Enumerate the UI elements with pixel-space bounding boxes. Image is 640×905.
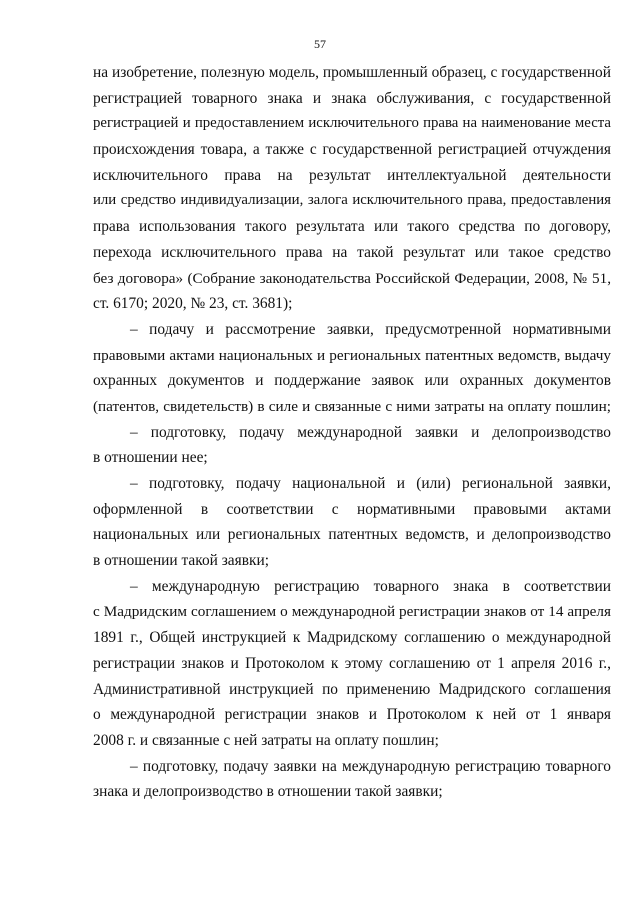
text-line: в отношении такой заявки; [93, 552, 269, 570]
text-line: права использования такого результата или такого средства по договору, [93, 218, 611, 236]
text-line: Административной инструкцией по применению Мадридского соглашения [93, 680, 611, 698]
text-line: происхождения товара, а также с государственной регистрацией отчуждения [93, 141, 611, 159]
text-line: с Мадридским соглашением о международной регистрации знаков от 14 апреля [93, 603, 611, 621]
body-text [93, 60, 611, 805]
text-line: – подготовку, подачу национальной и (или) региональной заявки, [130, 475, 611, 492]
text-line: – международную регистрацию товарного знака в соответствии [130, 577, 611, 595]
text-line: 2008 г. и связанные с ней затраты на оплату пошлин; [93, 731, 439, 749]
text-line: перехода исключительного права на такой результат или такое средство [93, 243, 611, 261]
text-line: или средство индивидуализации, залога исключительного права, предоставления [93, 192, 611, 209]
text-line: ст. 6170; 2020, № 23, ст. 3681); [93, 295, 293, 313]
text-line: знака и делопроизводство в отношении такой заявки; [93, 783, 443, 801]
text-line: оформленной в соответствии с нормативными правовыми актами [93, 500, 611, 518]
text-line: правовыми актами национальных и региональных патентных ведомств, выдачу [93, 346, 611, 364]
text-line: в отношении нее; [93, 449, 208, 467]
text-line: на изобретение, полезную модель, промышленный образец, с государственной [93, 64, 611, 81]
page-number: 57 [314, 37, 326, 51]
text-line: национальных или региональных патентных ведомств, и делопроизводство [93, 526, 611, 544]
text-line: о международной регистрации знаков и Протоколом к ней от 1 января [93, 706, 611, 724]
text-line: регистрации знаков и Протоколом к этому соглашению от 1 апреля 2016 г., [93, 654, 611, 672]
text-line: – подготовку, подачу заявки на международную регистрацию товарного [130, 757, 611, 775]
text-line: регистрацией товарного знака и знака обслуживания, с государственной [93, 89, 611, 107]
text-line: – подачу и рассмотрение заявки, предусмотренной нормативными [130, 320, 611, 338]
text-line: – подготовку, подачу международной заявки и делопроизводство [130, 423, 611, 441]
text-line: исключительного права на результат интеллектуальной деятельности [93, 166, 611, 184]
text-line: без договора» (Собрание законодательства Российской Федерации, 2008, № 51, [93, 269, 611, 287]
text-line: (патентов, свидетельств) в силе и связанные с ними затраты на оплату пошлин; [93, 397, 611, 415]
text-line: регистрацией и предоставлением исключительного права на наименование места [93, 115, 611, 132]
text-line: 1891 г., Общей инструкцией к Мадридскому соглашению о международной [93, 629, 611, 647]
text-line: охранных документов и поддержание заявок или охранных документов [93, 372, 611, 390]
